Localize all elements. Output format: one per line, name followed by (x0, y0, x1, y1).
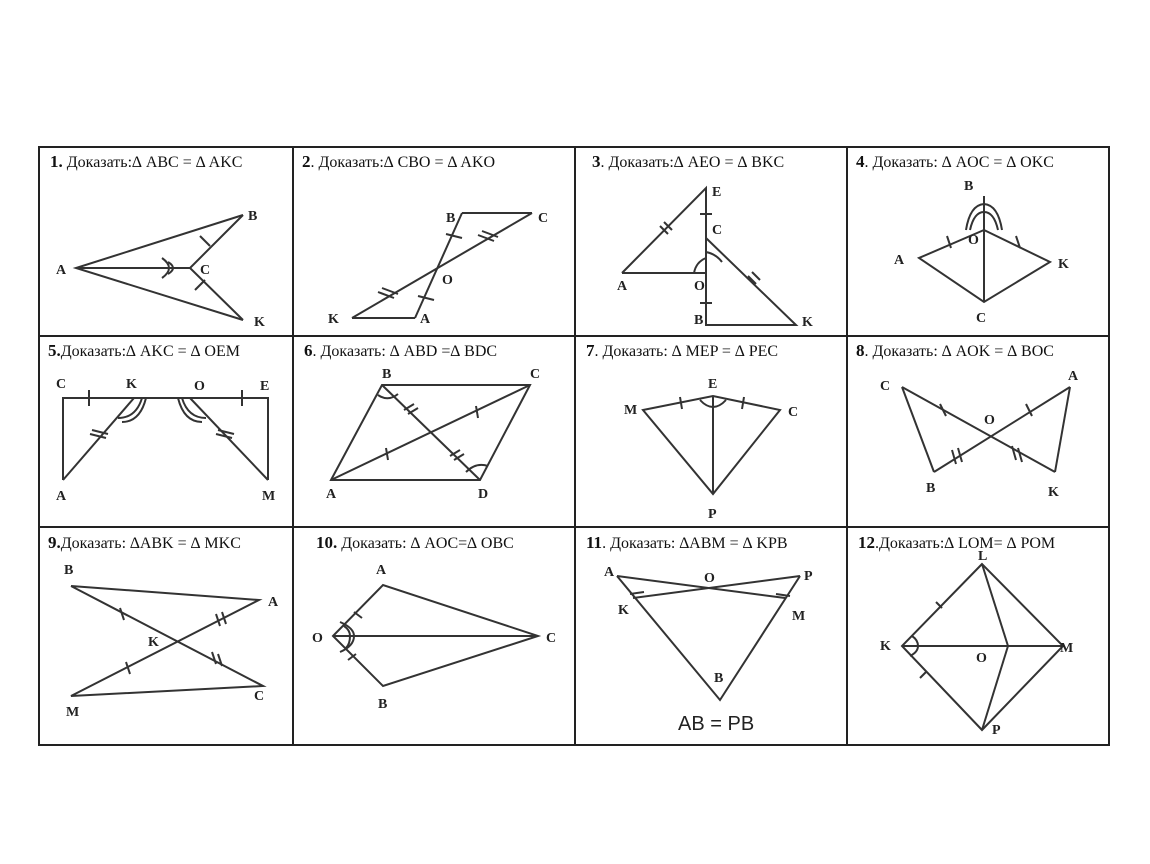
point-label: A (376, 563, 387, 578)
figure-7 (643, 396, 780, 494)
point-label: C (880, 379, 891, 394)
point-label: E (260, 379, 270, 394)
point-label: B (248, 209, 258, 224)
point-label: B (714, 671, 724, 686)
point-label: C (200, 263, 211, 278)
point-label: A (604, 565, 615, 580)
point-label: M (262, 489, 276, 504)
point-label: M (624, 403, 638, 418)
point-label: C (788, 405, 799, 420)
tick-mark (212, 652, 216, 664)
fig5-frame (63, 398, 268, 480)
tick-mark (386, 448, 388, 460)
figure-6 (331, 385, 530, 480)
problem-6-title: 6. Доказать: ∆ ABD =∆ BDC (304, 341, 498, 360)
fig11-am (617, 576, 785, 598)
point-label: O (194, 379, 205, 394)
point-label: K (880, 639, 891, 654)
point-label: P (708, 507, 717, 522)
fig2-ba (415, 213, 462, 318)
tick-mark (920, 672, 926, 678)
point-label: E (708, 377, 718, 392)
fig11-pk (633, 576, 800, 598)
point-label: L (978, 549, 988, 564)
point-label: A (420, 312, 431, 327)
point-label: B (694, 313, 704, 328)
point-label: E (712, 185, 722, 200)
point-label: A (617, 279, 628, 294)
point-label: A (56, 489, 67, 504)
fig9-lines (71, 586, 263, 696)
angle-arc (706, 252, 722, 262)
point-label: B (382, 367, 392, 382)
point-label: C (546, 631, 557, 646)
tick-mark (742, 397, 744, 409)
fig8-cb (902, 387, 934, 472)
problem-9-title: 9.Доказать: ∆ABK = ∆ MKC (48, 533, 241, 552)
point-label: K (1058, 257, 1069, 272)
point-label: M (66, 705, 80, 720)
tick-mark (1018, 448, 1022, 462)
figure-2 (352, 213, 532, 318)
point-label: C (976, 311, 987, 326)
figure-12 (902, 564, 1063, 730)
point-label: M (1060, 641, 1074, 656)
point-label: C (530, 367, 541, 382)
point-label: B (964, 179, 974, 194)
point-label: O (704, 571, 715, 586)
fig7-kite (643, 396, 780, 494)
tick-mark (952, 450, 956, 464)
figure-4 (919, 196, 1050, 302)
tick-mark (195, 280, 205, 290)
point-label: K (1048, 485, 1059, 500)
point-label: K (148, 635, 159, 650)
fig1-inner (190, 215, 243, 320)
point-label: C (254, 689, 265, 704)
fig3-lines (622, 188, 796, 325)
tick-mark (218, 430, 234, 434)
given-condition: AB = PB (678, 713, 755, 735)
problem-4-title: 4. Доказать: ∆ AOC = ∆ OKC (856, 152, 1054, 171)
tick-mark (418, 296, 434, 300)
figure-11 (617, 576, 800, 700)
fig8-ck (902, 387, 1055, 472)
problem-10-title: 10. Доказать: ∆ AOC=∆ OBC (316, 533, 514, 552)
point-label: B (64, 563, 74, 578)
problem-11-title: 11. Доказать: ∆ABM = ∆ KPB (586, 533, 788, 552)
figure-3 (622, 188, 796, 325)
fig11-sides (617, 576, 800, 700)
point-label: B (446, 211, 456, 226)
point-label: A (326, 487, 337, 502)
point-label: O (976, 651, 987, 666)
problem-5-title: 5.Доказать:∆ AKC = ∆ OEM (48, 341, 240, 360)
tick-mark (446, 234, 462, 238)
point-label: B (926, 481, 936, 496)
angle-arc (694, 258, 706, 273)
figure-8 (902, 387, 1070, 472)
fig8-ak (1055, 387, 1070, 472)
point-label: K (618, 603, 629, 618)
angle-arc (122, 398, 146, 422)
problem-7-title: 7. Доказать: ∆ MEP = ∆ PEC (586, 341, 779, 360)
point-label: M (792, 609, 806, 624)
problem-8-title: 8. Доказать: ∆ AOK = ∆ BOC (856, 341, 1054, 360)
point-label: B (378, 697, 388, 712)
point-label: A (56, 263, 67, 278)
point-label: P (992, 723, 1001, 738)
angle-arc (178, 398, 202, 422)
point-label: O (442, 273, 453, 288)
angle-arc (912, 636, 918, 646)
angle-arc (910, 646, 918, 656)
figure-9 (71, 586, 263, 696)
point-label: A (268, 595, 279, 610)
tick-mark (630, 592, 644, 594)
point-label: C (712, 223, 723, 238)
point-label: C (538, 211, 549, 226)
problem-1-title: 1. Доказать:∆ ABC = ∆ AKC (50, 152, 243, 171)
point-label: K (254, 315, 265, 330)
fig5-ak (63, 398, 134, 480)
tick-mark (476, 406, 478, 418)
fig5-om (190, 398, 268, 480)
fig2-kc (352, 213, 532, 318)
point-label: A (894, 253, 905, 268)
tick-mark (680, 397, 682, 409)
tick-mark (382, 288, 398, 294)
point-label: O (312, 631, 323, 646)
fig6-bd (382, 385, 480, 480)
point-label: K (328, 312, 339, 327)
point-label: O (694, 279, 705, 294)
problem-3-title: 3. Доказать:∆ AEO = ∆ BKC (592, 152, 785, 171)
point-label: K (802, 315, 813, 330)
tick-mark (354, 612, 362, 618)
point-label: K (126, 377, 137, 392)
point-label: C (56, 377, 67, 392)
tick-mark (752, 272, 760, 280)
tick-mark (200, 236, 210, 246)
figure-5 (63, 390, 268, 480)
problem-2-title: 2. Доказать:∆ CBO = ∆ AKO (302, 152, 496, 171)
problem-12-title: 12.Доказать:∆ LOM= ∆ POM (858, 533, 1056, 552)
point-label: P (804, 569, 813, 584)
figure-10 (333, 585, 538, 686)
point-label: O (968, 233, 979, 248)
point-label: D (478, 487, 489, 502)
point-label: O (984, 413, 995, 428)
point-label: A (1068, 369, 1079, 384)
figure-1 (76, 215, 243, 320)
